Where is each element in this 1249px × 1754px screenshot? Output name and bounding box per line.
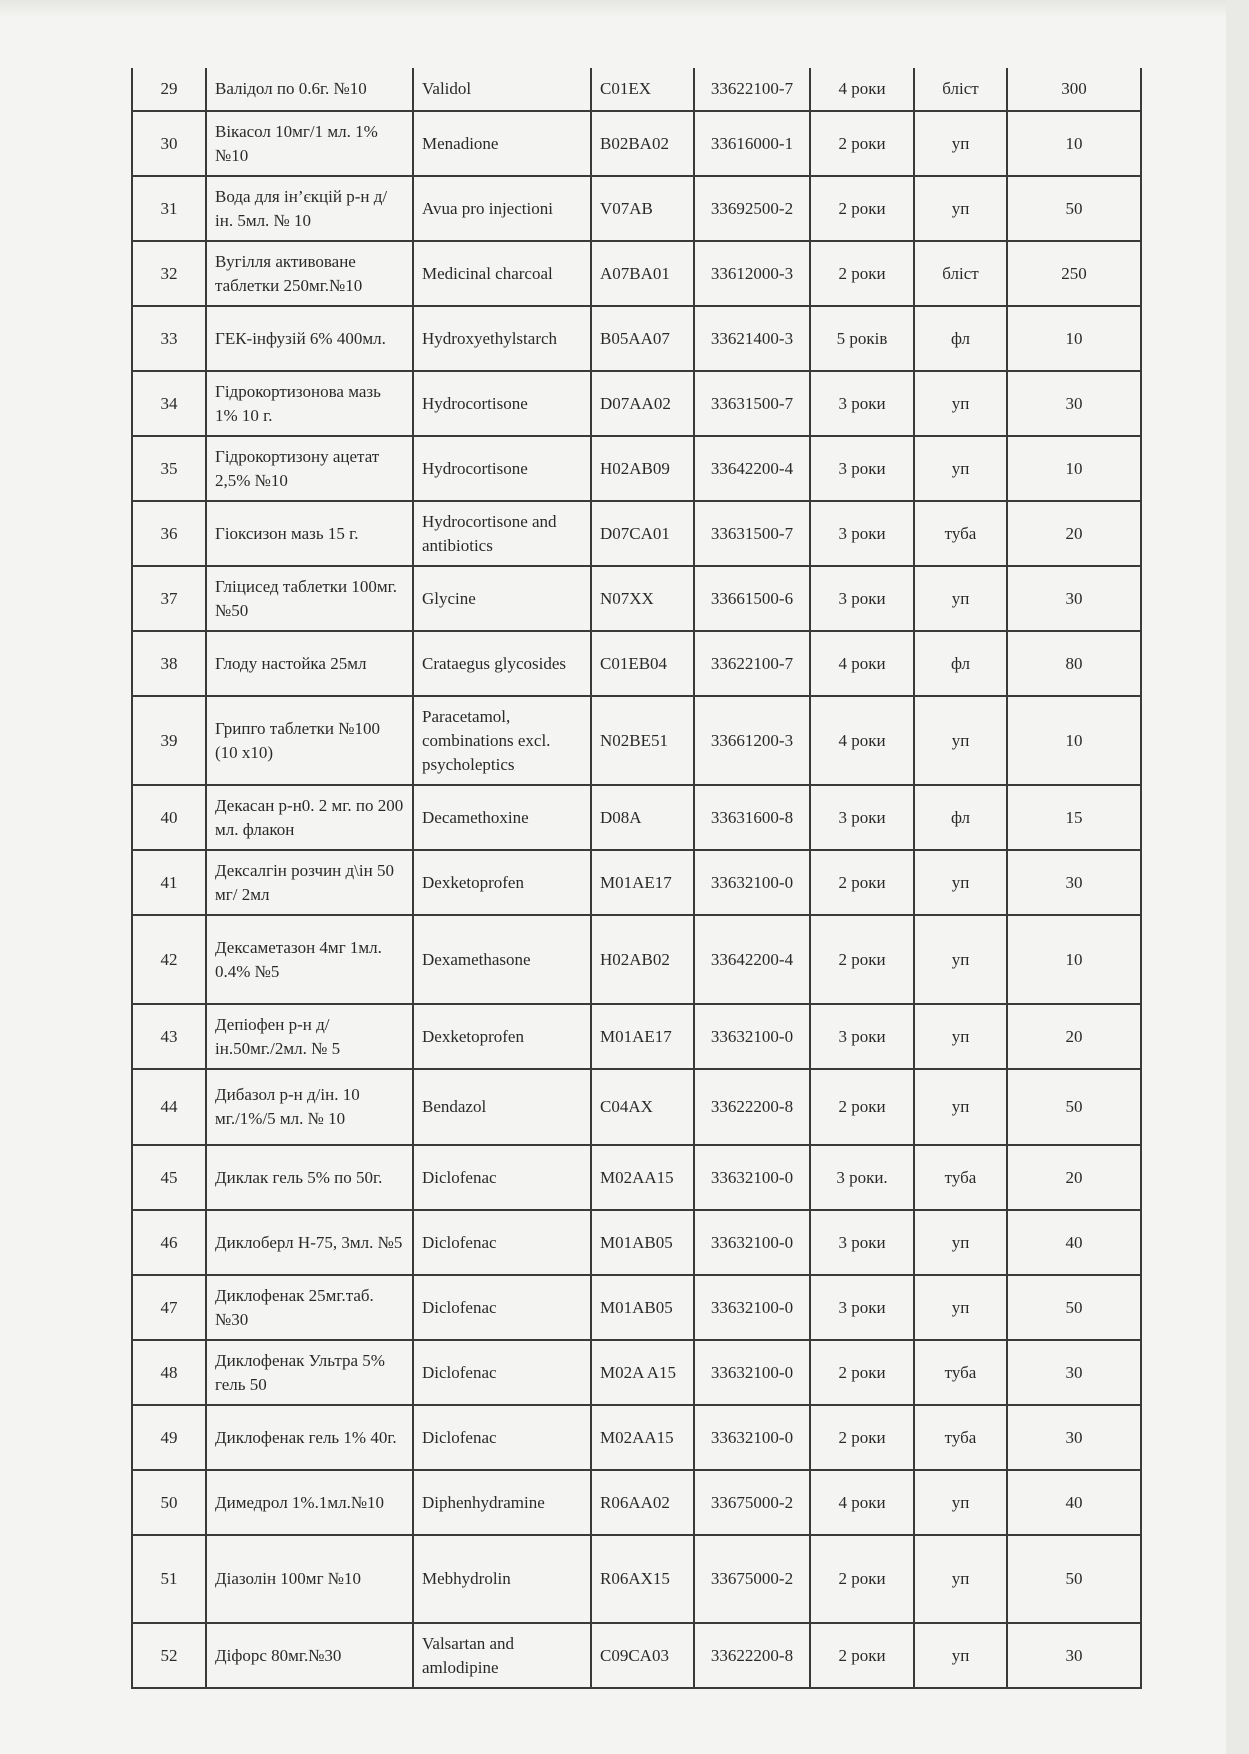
unit-cell: туба xyxy=(914,1340,1007,1405)
scan-right-edge xyxy=(1226,0,1249,1754)
table-body xyxy=(132,68,1141,1688)
inn-cell: Dexamethasone xyxy=(413,915,591,1004)
quantity-cell: 20 xyxy=(1007,1145,1141,1210)
quantity-cell: 20 xyxy=(1007,1004,1141,1069)
row-number: 48 xyxy=(132,1340,206,1405)
dk-code-cell: 33675000-2 xyxy=(694,1470,810,1535)
dk-code-cell: 33631500-7 xyxy=(694,371,810,436)
inn-cell: Dexketoprofen xyxy=(413,850,591,915)
unit-cell: уп xyxy=(914,1470,1007,1535)
inn-cell: Glycine xyxy=(413,566,591,631)
table-row xyxy=(132,696,1141,785)
unit-cell: уп xyxy=(914,1623,1007,1688)
dk-code-cell: 33632100-0 xyxy=(694,1275,810,1340)
row-number: 30 xyxy=(132,111,206,176)
shelf-life-cell: 3 роки xyxy=(810,1275,914,1340)
shelf-life-cell: 2 роки xyxy=(810,1069,914,1145)
dk-code-cell: 33661500-6 xyxy=(694,566,810,631)
row-number: 34 xyxy=(132,371,206,436)
dk-code-cell: 33616000-1 xyxy=(694,111,810,176)
table-row xyxy=(132,1145,1141,1210)
dk-code-cell: 33622200-8 xyxy=(694,1623,810,1688)
atc-code-cell: M01AB05 xyxy=(591,1210,694,1275)
row-number: 52 xyxy=(132,1623,206,1688)
table-row xyxy=(132,1275,1141,1340)
atc-code-cell: M01AE17 xyxy=(591,1004,694,1069)
quantity-cell: 40 xyxy=(1007,1210,1141,1275)
shelf-life-cell: 2 роки xyxy=(810,915,914,1004)
row-number: 32 xyxy=(132,241,206,306)
inn-cell: Hydrocortisone xyxy=(413,371,591,436)
inn-cell: Avua pro injectioni xyxy=(413,176,591,241)
trade-name-cell: Дибазол р-н д/ін. 10 мг./1%/5 мл. № 10 xyxy=(206,1069,413,1145)
trade-name-cell: Диклофенак гель 1% 40г. xyxy=(206,1405,413,1470)
atc-code-cell: B05AA07 xyxy=(591,306,694,371)
atc-code-cell: R06AA02 xyxy=(591,1470,694,1535)
dk-code-cell: 33631600-8 xyxy=(694,785,810,850)
dk-code-cell: 33622200-8 xyxy=(694,1069,810,1145)
atc-code-cell: D08A xyxy=(591,785,694,850)
atc-code-cell: C01EB04 xyxy=(591,631,694,696)
atc-code-cell: H02AB02 xyxy=(591,915,694,1004)
shelf-life-cell: 2 роки xyxy=(810,241,914,306)
row-number: 36 xyxy=(132,501,206,566)
row-number: 31 xyxy=(132,176,206,241)
table-row xyxy=(132,915,1141,1004)
row-number: 46 xyxy=(132,1210,206,1275)
trade-name-cell: Димедрол 1%.1мл.№10 xyxy=(206,1470,413,1535)
shelf-life-cell: 3 роки xyxy=(810,501,914,566)
shelf-life-cell: 2 роки xyxy=(810,1405,914,1470)
table-row xyxy=(132,566,1141,631)
shelf-life-cell: 3 роки xyxy=(810,1004,914,1069)
quantity-cell: 50 xyxy=(1007,176,1141,241)
atc-code-cell: M02AA15 xyxy=(591,1145,694,1210)
atc-code-cell: D07CA01 xyxy=(591,501,694,566)
inn-cell: Paracetamol, combinations excl. psycholeptics xyxy=(413,696,591,785)
trade-name-cell: Вугілля активоване таблетки 250мг.№10 xyxy=(206,241,413,306)
unit-cell: уп xyxy=(914,371,1007,436)
inn-cell: Hydrocortisone and antibiotics xyxy=(413,501,591,566)
table-row xyxy=(132,176,1141,241)
unit-cell: фл xyxy=(914,785,1007,850)
quantity-cell: 10 xyxy=(1007,306,1141,371)
shelf-life-cell: 2 роки xyxy=(810,850,914,915)
unit-cell: уп xyxy=(914,696,1007,785)
table-row xyxy=(132,850,1141,915)
atc-code-cell: M02AA15 xyxy=(591,1405,694,1470)
dk-code-cell: 33632100-0 xyxy=(694,1210,810,1275)
table-row xyxy=(132,111,1141,176)
quantity-cell: 50 xyxy=(1007,1069,1141,1145)
quantity-cell: 20 xyxy=(1007,501,1141,566)
trade-name-cell: Валідол по 0.6г. №10 xyxy=(206,68,413,111)
unit-cell: фл xyxy=(914,306,1007,371)
quantity-cell: 10 xyxy=(1007,696,1141,785)
inn-cell: Medicinal charcoal xyxy=(413,241,591,306)
inn-cell: Diclofenac xyxy=(413,1210,591,1275)
table-row xyxy=(132,785,1141,850)
trade-name-cell: Вода для ін’єкцій р-н д/ін. 5мл. № 10 xyxy=(206,176,413,241)
trade-name-cell: Гідрокортизону ацетат 2,5% №10 xyxy=(206,436,413,501)
shelf-life-cell: 2 роки xyxy=(810,1535,914,1623)
unit-cell: туба xyxy=(914,501,1007,566)
atc-code-cell: D07AA02 xyxy=(591,371,694,436)
row-number: 44 xyxy=(132,1069,206,1145)
inn-cell: Diphenhydramine xyxy=(413,1470,591,1535)
trade-name-cell: Диклак гель 5% по 50г. xyxy=(206,1145,413,1210)
shelf-life-cell: 3 роки xyxy=(810,436,914,501)
unit-cell: туба xyxy=(914,1145,1007,1210)
shelf-life-cell: 2 роки xyxy=(810,1340,914,1405)
row-number: 51 xyxy=(132,1535,206,1623)
trade-name-cell: Дексалгін розчин д\ін 50 мг/ 2мл xyxy=(206,850,413,915)
shelf-life-cell: 3 роки xyxy=(810,1210,914,1275)
row-number: 37 xyxy=(132,566,206,631)
dk-code-cell: 33632100-0 xyxy=(694,1145,810,1210)
unit-cell: уп xyxy=(914,1069,1007,1145)
dk-code-cell: 33631500-7 xyxy=(694,501,810,566)
table-row xyxy=(132,1623,1141,1688)
atc-code-cell: C01EX xyxy=(591,68,694,111)
trade-name-cell: Диклоберл Н-75, 3мл. №5 xyxy=(206,1210,413,1275)
atc-code-cell: B02BA02 xyxy=(591,111,694,176)
inn-cell: Bendazol xyxy=(413,1069,591,1145)
atc-code-cell: R06AX15 xyxy=(591,1535,694,1623)
shelf-life-cell: 4 роки xyxy=(810,68,914,111)
trade-name-cell: Вікасол 10мг/1 мл. 1% №10 xyxy=(206,111,413,176)
inn-cell: Decamethoxine xyxy=(413,785,591,850)
atc-code-cell: H02AB09 xyxy=(591,436,694,501)
dk-code-cell: 33622100-7 xyxy=(694,631,810,696)
shelf-life-cell: 3 роки xyxy=(810,785,914,850)
quantity-cell: 40 xyxy=(1007,1470,1141,1535)
atc-code-cell: A07BA01 xyxy=(591,241,694,306)
table-row xyxy=(132,241,1141,306)
shelf-life-cell: 2 роки xyxy=(810,1623,914,1688)
unit-cell: бліст xyxy=(914,68,1007,111)
unit-cell: уп xyxy=(914,1004,1007,1069)
quantity-cell: 50 xyxy=(1007,1275,1141,1340)
quantity-cell: 250 xyxy=(1007,241,1141,306)
unit-cell: фл xyxy=(914,631,1007,696)
table-row xyxy=(132,68,1141,111)
inn-cell: Hydroxyethylstarch xyxy=(413,306,591,371)
unit-cell: уп xyxy=(914,850,1007,915)
quantity-cell: 30 xyxy=(1007,850,1141,915)
unit-cell: бліст xyxy=(914,241,1007,306)
inn-cell: Dexketoprofen xyxy=(413,1004,591,1069)
trade-name-cell: Депіофен р-н д/ін.50мг./2мл. № 5 xyxy=(206,1004,413,1069)
dk-code-cell: 33661200-3 xyxy=(694,696,810,785)
dk-code-cell: 33642200-4 xyxy=(694,436,810,501)
quantity-cell: 30 xyxy=(1007,566,1141,631)
atc-code-cell: C04AX xyxy=(591,1069,694,1145)
unit-cell: уп xyxy=(914,111,1007,176)
shelf-life-cell: 5 років xyxy=(810,306,914,371)
trade-name-cell: Дексаметазон 4мг 1мл. 0.4% №5 xyxy=(206,915,413,1004)
quantity-cell: 80 xyxy=(1007,631,1141,696)
dk-code-cell: 33632100-0 xyxy=(694,1340,810,1405)
shelf-life-cell: 2 роки xyxy=(810,111,914,176)
quantity-cell: 30 xyxy=(1007,1405,1141,1470)
atc-code-cell: N02BE51 xyxy=(591,696,694,785)
shelf-life-cell: 3 роки xyxy=(810,566,914,631)
unit-cell: уп xyxy=(914,915,1007,1004)
trade-name-cell: Гіоксизон мазь 15 г. xyxy=(206,501,413,566)
unit-cell: уп xyxy=(914,1535,1007,1623)
row-number: 39 xyxy=(132,696,206,785)
dk-code-cell: 33622100-7 xyxy=(694,68,810,111)
dk-code-cell: 33632100-0 xyxy=(694,850,810,915)
dk-code-cell: 33632100-0 xyxy=(694,1405,810,1470)
inn-cell: Menadione xyxy=(413,111,591,176)
inn-cell: Hydrocortisone xyxy=(413,436,591,501)
row-number: 45 xyxy=(132,1145,206,1210)
table-row xyxy=(132,1210,1141,1275)
unit-cell: уп xyxy=(914,1210,1007,1275)
quantity-cell: 10 xyxy=(1007,436,1141,501)
unit-cell: уп xyxy=(914,566,1007,631)
trade-name-cell: Гідрокортизонова мазь 1% 10 г. xyxy=(206,371,413,436)
trade-name-cell: ГЕК-інфузій 6% 400мл. xyxy=(206,306,413,371)
table-row xyxy=(132,1535,1141,1623)
quantity-cell: 15 xyxy=(1007,785,1141,850)
table-row xyxy=(132,1470,1141,1535)
medicines-table xyxy=(131,68,1142,1689)
atc-code-cell: M01AB05 xyxy=(591,1275,694,1340)
unit-cell: уп xyxy=(914,436,1007,501)
trade-name-cell: Глоду настойка 25мл xyxy=(206,631,413,696)
shelf-life-cell: 4 роки xyxy=(810,696,914,785)
trade-name-cell: Гліцисед таблетки 100мг.№50 xyxy=(206,566,413,631)
atc-code-cell: N07XX xyxy=(591,566,694,631)
trade-name-cell: Діазолін 100мг №10 xyxy=(206,1535,413,1623)
dk-code-cell: 33621400-3 xyxy=(694,306,810,371)
trade-name-cell: Грипго таблетки №100 (10 х10) xyxy=(206,696,413,785)
row-number: 35 xyxy=(132,436,206,501)
table-row xyxy=(132,1405,1141,1470)
shelf-life-cell: 3 роки xyxy=(810,371,914,436)
quantity-cell: 30 xyxy=(1007,1340,1141,1405)
unit-cell: туба xyxy=(914,1405,1007,1470)
dk-code-cell: 33632100-0 xyxy=(694,1004,810,1069)
inn-cell: Diclofenac xyxy=(413,1405,591,1470)
atc-code-cell: M01AE17 xyxy=(591,850,694,915)
inn-cell: Crataegus glycosides xyxy=(413,631,591,696)
row-number: 42 xyxy=(132,915,206,1004)
table-row xyxy=(132,436,1141,501)
table-row xyxy=(132,1069,1141,1145)
table-row xyxy=(132,306,1141,371)
shelf-life-cell: 4 роки xyxy=(810,1470,914,1535)
inn-cell: Diclofenac xyxy=(413,1145,591,1210)
scan-top-shadow xyxy=(0,0,1249,18)
dk-code-cell: 33692500-2 xyxy=(694,176,810,241)
inn-cell: Mebhydrolin xyxy=(413,1535,591,1623)
trade-name-cell: Декасан р-н0. 2 мг. по 200 мл. флакон xyxy=(206,785,413,850)
quantity-cell: 300 xyxy=(1007,68,1141,111)
table-row xyxy=(132,501,1141,566)
dk-code-cell: 33612000-3 xyxy=(694,241,810,306)
dk-code-cell: 33675000-2 xyxy=(694,1535,810,1623)
inn-cell: Diclofenac xyxy=(413,1340,591,1405)
table-row xyxy=(132,371,1141,436)
quantity-cell: 30 xyxy=(1007,371,1141,436)
row-number: 49 xyxy=(132,1405,206,1470)
quantity-cell: 10 xyxy=(1007,111,1141,176)
trade-name-cell: Діфорс 80мг.№30 xyxy=(206,1623,413,1688)
quantity-cell: 30 xyxy=(1007,1623,1141,1688)
row-number: 29 xyxy=(132,68,206,111)
inn-cell: Validol xyxy=(413,68,591,111)
unit-cell: уп xyxy=(914,176,1007,241)
trade-name-cell: Диклофенак 25мг.таб.№30 xyxy=(206,1275,413,1340)
row-number: 33 xyxy=(132,306,206,371)
row-number: 41 xyxy=(132,850,206,915)
quantity-cell: 10 xyxy=(1007,915,1141,1004)
inn-cell: Valsartan and amlodipine xyxy=(413,1623,591,1688)
shelf-life-cell: 3 роки. xyxy=(810,1145,914,1210)
inn-cell: Diclofenac xyxy=(413,1275,591,1340)
dk-code-cell: 33642200-4 xyxy=(694,915,810,1004)
table-row xyxy=(132,1340,1141,1405)
atc-code-cell: C09CA03 xyxy=(591,1623,694,1688)
row-number: 40 xyxy=(132,785,206,850)
row-number: 43 xyxy=(132,1004,206,1069)
shelf-life-cell: 4 роки xyxy=(810,631,914,696)
table-row xyxy=(132,631,1141,696)
table-row xyxy=(132,1004,1141,1069)
row-number: 38 xyxy=(132,631,206,696)
atc-code-cell: V07AB xyxy=(591,176,694,241)
quantity-cell: 50 xyxy=(1007,1535,1141,1623)
atc-code-cell: M02A A15 xyxy=(591,1340,694,1405)
shelf-life-cell: 2 роки xyxy=(810,176,914,241)
unit-cell: уп xyxy=(914,1275,1007,1340)
row-number: 50 xyxy=(132,1470,206,1535)
row-number: 47 xyxy=(132,1275,206,1340)
trade-name-cell: Диклофенак Ультра 5% гель 50 xyxy=(206,1340,413,1405)
